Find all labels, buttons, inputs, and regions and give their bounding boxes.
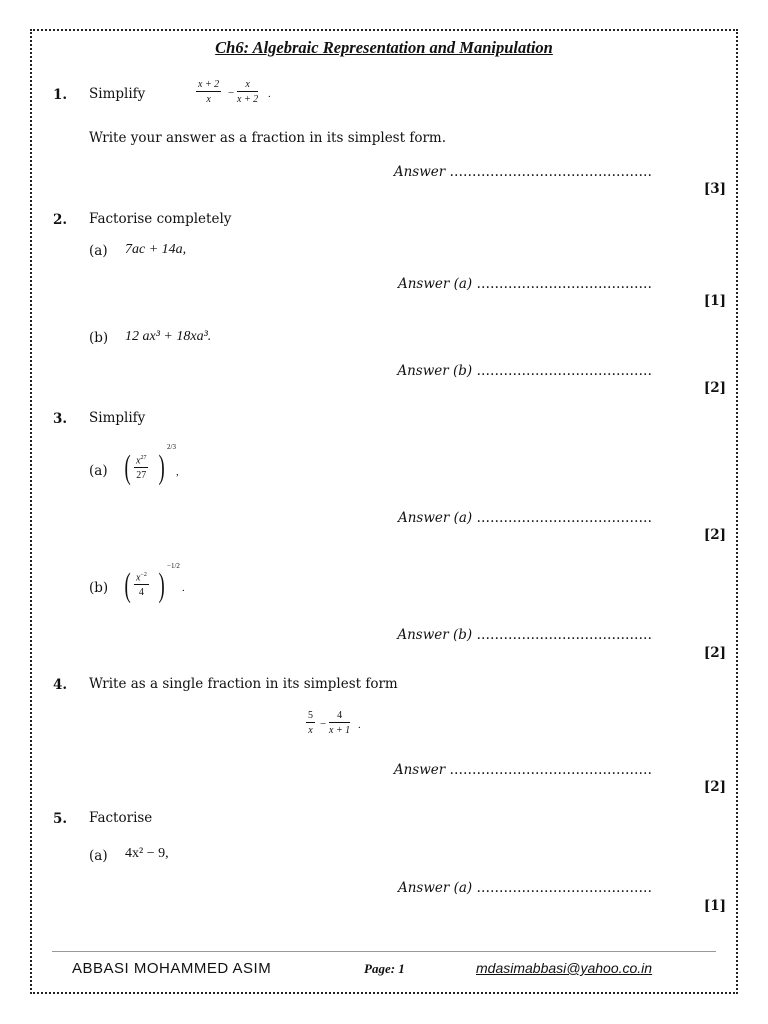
q3b-answer-blank[interactable]: ………………………………… <box>476 627 652 643</box>
q1-number: 1. <box>53 87 68 103</box>
q4-fraction-2: $\frac{4}{x + 1}$ <box>329 710 351 736</box>
q5a-answer-label: Answer (a) <box>397 880 473 896</box>
q3b-power: −1/2 <box>167 562 180 570</box>
q3b-label: (b) <box>89 580 109 596</box>
q3a-right-paren: ) <box>158 449 165 486</box>
page-title: Ch6: Algebraic Representation and Manipulation <box>215 38 553 57</box>
q4-period: . <box>358 719 361 731</box>
q2-prompt: Factorise completely <box>89 211 232 227</box>
q3a-answer-line <box>398 510 652 526</box>
q5-prompt: Factorise <box>89 810 153 826</box>
q1-answer-label: Answer <box>393 164 446 180</box>
q4-answer-line <box>394 762 652 778</box>
footer-divider <box>52 951 716 952</box>
q1-answer-blank[interactable]: ……………………………………… <box>449 164 652 180</box>
q4-operator: − <box>320 718 327 730</box>
q5a-answer-blank[interactable]: ………………………………… <box>476 880 652 896</box>
q3b-period: . <box>182 582 185 594</box>
q5a-label: (a) <box>89 848 108 864</box>
footer-email-link[interactable]: mdasimabbasi@yahoo.co.in <box>476 960 653 976</box>
q4-marks: [2] <box>703 779 726 795</box>
q3-prompt: Simplify <box>89 410 146 426</box>
q2a-answer-blank[interactable]: ………………………………… <box>476 276 652 292</box>
q1-period: . <box>268 88 271 100</box>
q3a-marks: [2] <box>703 527 726 543</box>
q1-fraction-2: $\frac{x}{x + 2}$ <box>237 79 259 105</box>
q2b-marks: [2] <box>703 380 726 396</box>
q3a-answer-label: Answer (a) <box>397 510 473 526</box>
q4-fraction-1: $\frac{5}{x}$ <box>308 710 313 736</box>
q3b-marks: [2] <box>703 645 726 661</box>
q3a-answer-blank[interactable]: ………………………………… <box>476 510 652 526</box>
q1-answer-line <box>394 164 652 180</box>
q3a-fraction: $\frac{x^{27}}{27}$ <box>136 455 147 482</box>
q2b-answer-line <box>397 363 652 379</box>
q4-prompt: Write as a single fraction in its simplest form <box>89 676 398 692</box>
q2a-marks: [1] <box>703 293 726 309</box>
q1-fraction-1: $\frac{x + 2}{x}$ <box>198 79 220 105</box>
q3a-label: (a) <box>89 463 108 479</box>
footer-page-number: Page: 1 <box>364 961 405 976</box>
q5-number: 5. <box>53 811 68 827</box>
q3b-left-paren: ( <box>124 567 131 604</box>
q2-number: 2. <box>53 212 68 228</box>
q4-answer-label: Answer <box>393 762 446 778</box>
q2b-answer-blank[interactable]: ………………………………… <box>476 363 652 379</box>
q1-operator: − <box>228 87 235 99</box>
q5a-answer-line <box>398 880 652 896</box>
q3a-left-paren: ( <box>124 449 131 486</box>
q3a-power: 2/3 <box>167 443 176 451</box>
footer-author: ABBASI MOHAMMED ASIM <box>72 960 272 977</box>
q2a-answer-label: Answer (a) <box>397 276 473 292</box>
q2b-expression: 12 ax³ + 18xa³. <box>125 329 212 344</box>
q5a-marks: [1] <box>703 898 726 914</box>
q1-instruction: Write your answer as a fraction in its simplest form. <box>89 130 446 146</box>
q5a-expression: 4x² − 9, <box>125 846 169 861</box>
q2a-label: (a) <box>89 243 108 259</box>
q4-number: 4. <box>53 677 68 693</box>
q3b-right-paren: ) <box>158 567 165 604</box>
q1-marks: [3] <box>703 181 726 197</box>
q1-prompt: Simplify <box>89 86 146 102</box>
q4-answer-blank[interactable]: ……………………………………… <box>449 762 652 778</box>
q3a-comma: , <box>176 466 179 478</box>
q3-number: 3. <box>53 411 68 427</box>
q2a-expression: 7ac + 14a, <box>125 242 187 257</box>
q3b-answer-label: Answer (b) <box>397 627 473 643</box>
q2b-label: (b) <box>89 330 109 346</box>
q2a-answer-line <box>398 276 652 292</box>
q3b-fraction: $\frac{x^{-2}}{4}$ <box>136 572 147 599</box>
q3b-answer-line <box>397 627 652 643</box>
q2b-answer-label: Answer (b) <box>397 363 473 379</box>
